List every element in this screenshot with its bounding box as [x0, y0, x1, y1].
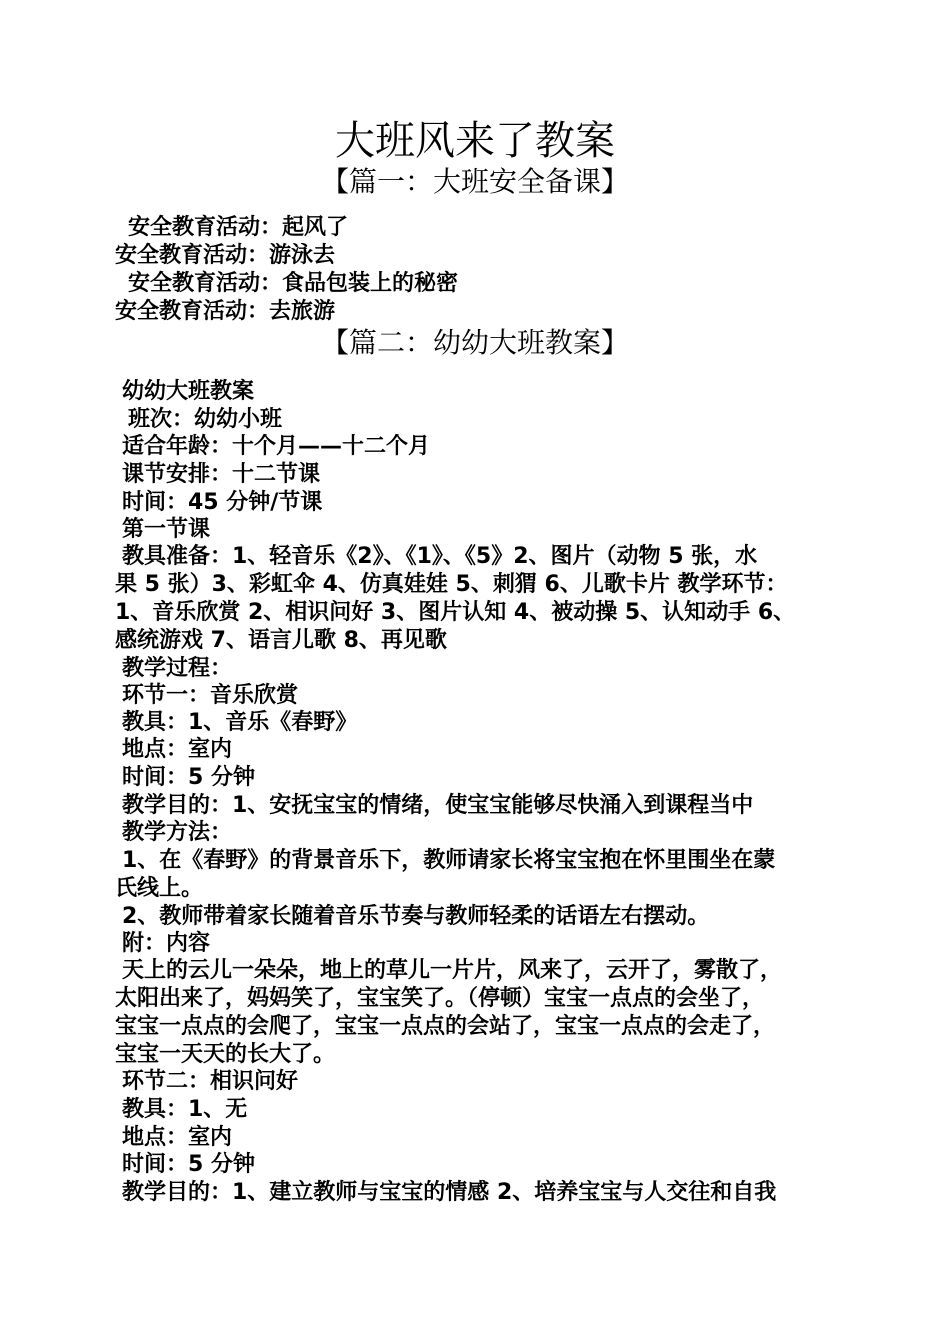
document-title: 大班风来了教案 — [335, 118, 615, 164]
text-line: 安全教育活动：游泳去 — [115, 243, 336, 268]
text-line: 班次：幼幼小班 — [128, 407, 283, 432]
text-line: 地点：室内 — [122, 737, 233, 762]
text-line: 教学过程： — [122, 656, 233, 681]
text-line: 感统游戏 7、语言儿歌 8、再见歌 — [115, 628, 447, 653]
text-line: 教具准备：1、轻音乐《2》、《1》、《5》2、图片（动物 5 张，水 — [122, 544, 758, 569]
text-line: 时间：45 分钟/节课 — [122, 490, 323, 515]
text-line: 时间：5 分钟 — [122, 765, 255, 790]
text-line: 宝宝一天天的长大了。 — [115, 1042, 336, 1067]
text-line: 教具：1、音乐《春野》 — [122, 710, 358, 735]
text-line: 天上的云儿一朵朵，地上的草儿一片片，风来了，云开了，雾散了， — [122, 958, 783, 983]
text-line: 教学方法： — [122, 820, 233, 845]
text-line: 氏线上。 — [115, 876, 204, 901]
text-line: 第一节课 — [122, 517, 211, 542]
text-line: 教学目的：1、建立教师与宝宝的情感 2、培养宝宝与人交往和自我 — [122, 1180, 777, 1205]
text-line: 地点：室内 — [122, 1125, 233, 1150]
section-heading-1: 【篇一：大班安全备课】 — [320, 165, 629, 198]
text-line: 教学目的：1、安抚宝宝的情绪，使宝宝能够尽快涌入到课程当中 — [122, 793, 754, 818]
text-line: 太阳出来了，妈妈笑了，宝宝笑了。（停顿）宝宝一点点的会坐了， — [115, 986, 765, 1011]
text-line: 课节安排：十二节课 — [122, 462, 321, 487]
text-line: 果 5 张）3、彩虹伞 4、仿真娃娃 5、刺猬 6、儿歌卡片 教学环节： — [115, 572, 788, 597]
text-line: 教具：1、无 — [122, 1097, 248, 1122]
text-line: 1、音乐欣赏 2、相识问好 3、图片认知 4、被动操 5、认知动手 6、 — [115, 600, 796, 625]
text-line: 1、在《春野》的背景音乐下，教师请家长将宝宝抱在怀里围坐在蒙 — [122, 848, 776, 873]
text-line: 宝宝一点点的会爬了，宝宝一点点的会站了，宝宝一点点的会走了， — [115, 1014, 776, 1039]
text-line: 附：内容 — [122, 931, 211, 956]
text-line: 安全教育活动：去旅游 — [115, 299, 336, 324]
text-line: 环节一：音乐欣赏 — [122, 683, 299, 708]
text-line: 适合年龄：十个月——十二个月 — [122, 434, 431, 459]
section-heading-2: 【篇二：幼幼大班教案】 — [320, 326, 629, 359]
text-line: 时间：5 分钟 — [122, 1152, 255, 1177]
text-line: 安全教育活动：食品包装上的秘密 — [128, 271, 459, 296]
text-line: 安全教育活动：起风了 — [128, 215, 349, 240]
text-line: 2、教师带着家长随着音乐节奏与教师轻柔的话语左右摆动。 — [122, 904, 710, 929]
text-line: 幼幼大班教案 — [122, 379, 255, 404]
text-line: 环节二：相识问好 — [122, 1069, 299, 1094]
